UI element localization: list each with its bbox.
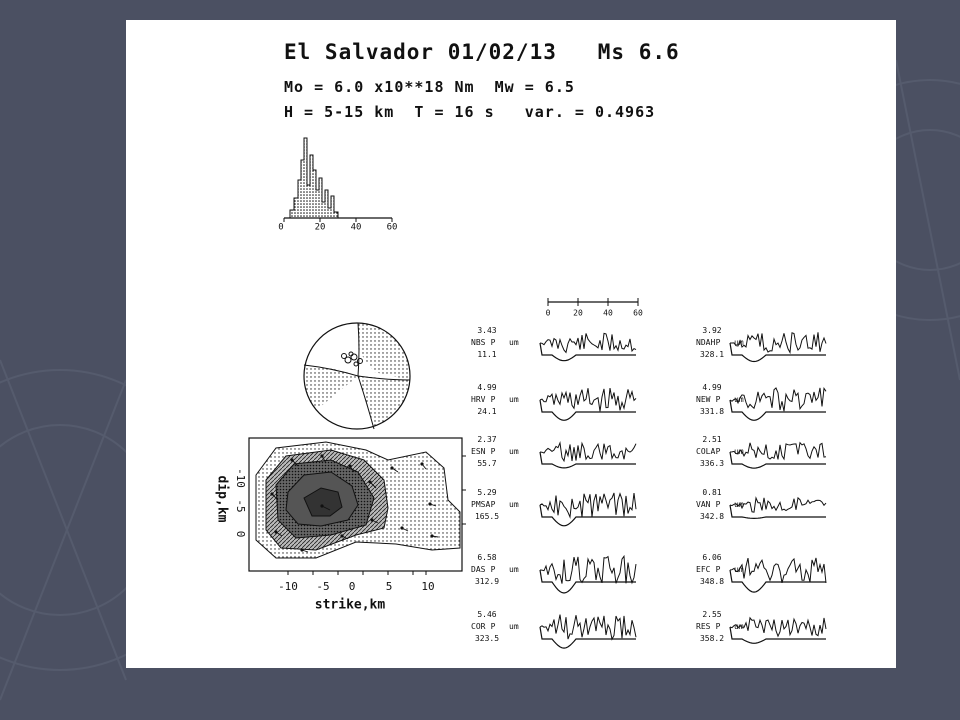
scale-tick: 0 [545,308,551,318]
moment-line: Mo = 6.0 x10**18 Nm Mw = 6.5 [284,78,575,96]
station-phase: P [490,500,496,509]
station-azimuth: 331.8 [699,407,725,416]
station-azimuth: 328.1 [699,350,725,359]
time-scale-bar [546,298,643,318]
station-phase: P [715,500,721,509]
station-azimuth: 348.8 [699,577,725,586]
station-unit: um [509,447,519,456]
station-name: COR [471,622,486,631]
observed-waveform [540,333,636,352]
station-name: NBS [471,338,486,347]
station-name: COLA [696,447,716,456]
station-amplitude: 4.99 [702,383,722,392]
station-name: PMSA [471,500,491,509]
station-amplitude: 4.99 [477,383,497,392]
station-unit: um [734,338,744,347]
event-title: El Salvador 01/02/13 Ms 6.6 [284,40,680,64]
strike-tick: 5 [385,580,393,593]
station-azimuth: 358.2 [699,634,725,643]
dip-tick: -5 [234,499,247,513]
station-amplitude: 6.58 [477,553,497,562]
figure-canvas [126,20,896,668]
observed-waveform [540,493,636,517]
station-azimuth: 336.3 [699,459,725,468]
station-unit: um [734,565,744,574]
station-azimuth: 55.7 [477,459,497,468]
scale-tick: 20 [573,308,583,318]
stf-tick: 40 [350,222,362,233]
station-unit: um [734,447,744,456]
station-phase: P [490,338,496,347]
station-amplitude: 3.43 [477,326,497,335]
station-name: NDAH [696,338,716,347]
synthetic-waveform [730,400,826,420]
dip-axis-label: dip,km [214,475,230,523]
station-name: HRV [471,395,486,404]
scale-tick: 60 [633,308,643,318]
observed-waveform [730,498,826,512]
station-amplitude: 2.37 [477,435,497,444]
observed-waveform [540,443,636,461]
station-amplitude: 5.29 [477,488,497,497]
station-phase: P [715,447,721,456]
observed-waveform [730,618,826,636]
station-name: ESN [471,447,486,456]
station-name: RES [696,622,711,631]
observed-waveform [540,556,636,583]
station-name: NEW [696,395,711,404]
source-time-function [278,138,397,233]
station-unit: um [734,500,744,509]
station-unit: um [509,395,519,404]
station-phase: P [715,395,721,404]
station-azimuth: 165.5 [474,512,500,521]
stf-tick: 20 [314,222,326,233]
observed-waveform [730,332,826,352]
station-unit: um [509,565,519,574]
station-unit: um [734,622,744,631]
slip-map [215,438,467,613]
station-phase: P [490,447,496,456]
strike-tick: 0 [348,580,356,593]
strike-tick: -5 [316,580,330,593]
station-amplitude: 2.51 [702,435,722,444]
station-unit: um [509,338,519,347]
station-azimuth: 323.5 [474,634,500,643]
station-phase: P [490,565,496,574]
observed-waveform [730,558,826,583]
station-name: DAS [471,565,486,574]
station-phase: P [490,395,496,404]
station-waveforms [471,326,826,648]
stf-tick: 0 [278,222,284,233]
station-amplitude: 0.81 [702,488,722,497]
synthetic-waveform [540,452,636,468]
observed-waveform [540,388,636,411]
station-unit: um [509,622,519,631]
station-phase: P [715,565,721,574]
strike-axis-label: strike,km [314,597,386,613]
observed-waveform [730,388,826,411]
station-amplitude: 5.46 [477,610,497,619]
strike-tick: -10 [278,580,298,593]
scale-tick: 40 [603,308,613,318]
dip-tick: 0 [234,530,247,538]
strike-tick: 10 [421,580,435,593]
stf-tick: 60 [386,222,398,233]
station-phase: P [490,622,496,631]
station-name: VAN [696,500,711,509]
observed-waveform [730,443,826,460]
station-phase: P [715,622,721,631]
station-azimuth: 24.1 [477,407,497,416]
station-azimuth: 11.1 [477,350,497,359]
slide-panel [126,20,896,668]
station-azimuth: 342.8 [699,512,725,521]
station-unit: um [734,395,744,404]
station-name: EFC [696,565,711,574]
station-phase: P [715,338,721,347]
station-azimuth: 312.9 [474,577,500,586]
params-line: H = 5-15 km T = 16 s var. = 0.4963 [284,103,656,121]
focal-mechanism [304,323,410,429]
station-amplitude: 2.55 [702,610,722,619]
observed-waveform [540,615,636,640]
dip-tick: -10 [234,468,247,488]
station-unit: um [509,500,519,509]
station-amplitude: 3.92 [702,326,722,335]
station-amplitude: 6.06 [702,553,722,562]
